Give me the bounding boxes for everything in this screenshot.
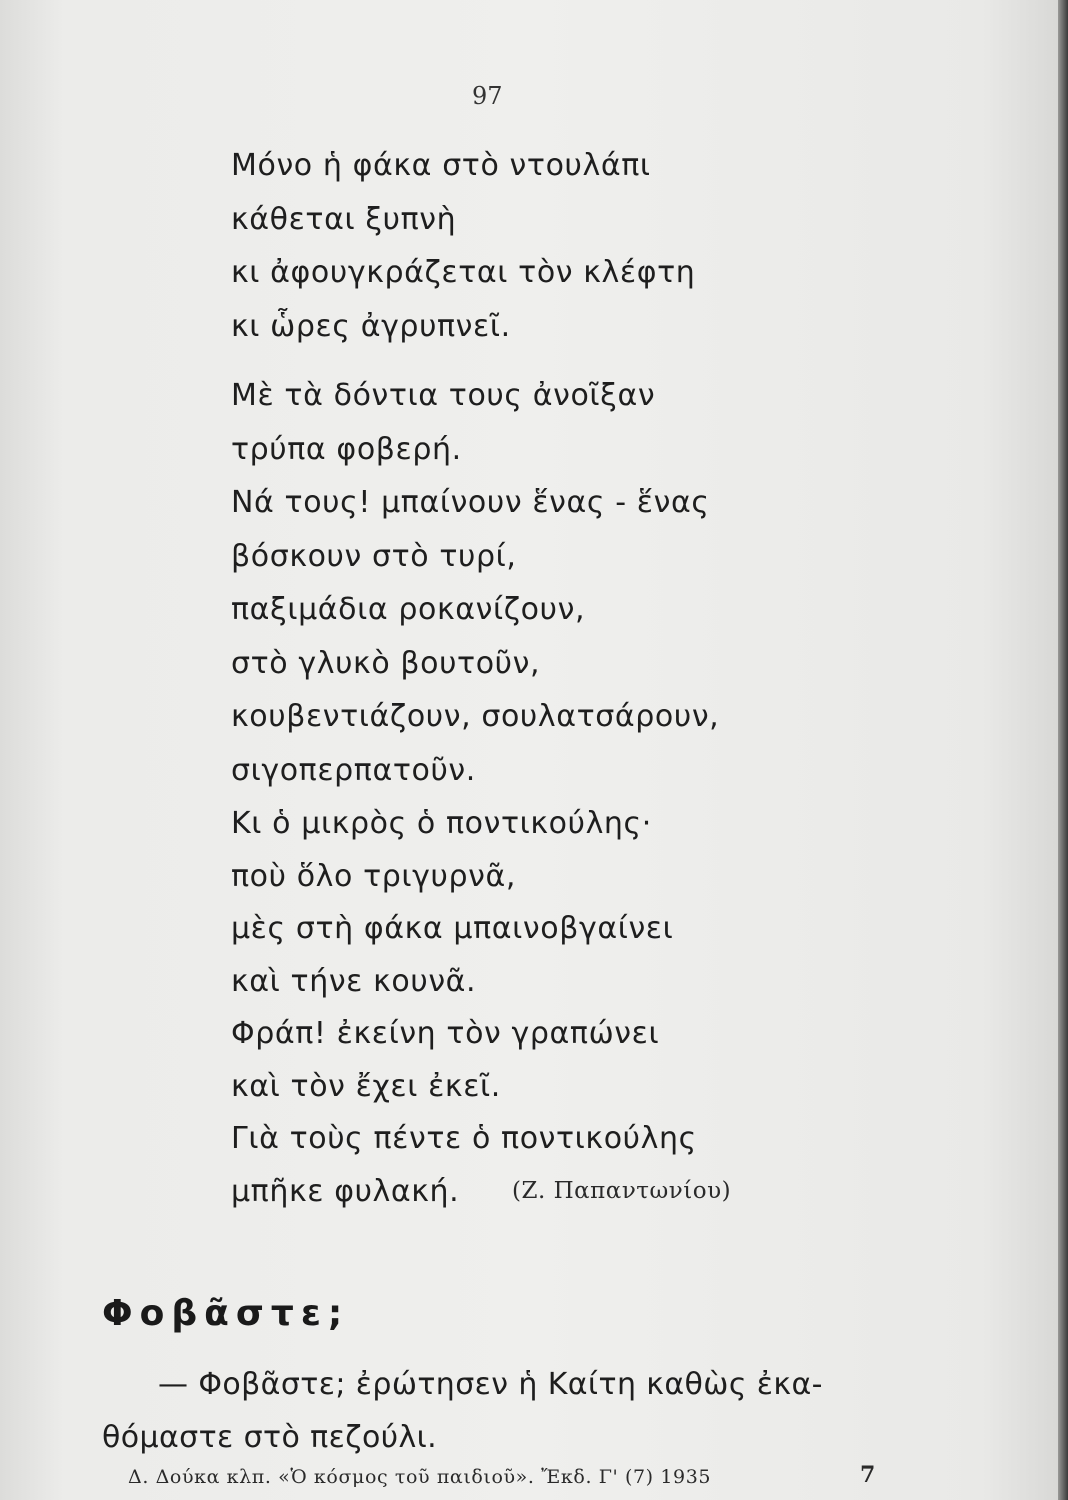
poem-line: κουβεντιάζουν, σουλατσάρουν, <box>231 699 720 734</box>
poem-line: μὲς στὴ φάκα μπαινοβγαίνει <box>231 911 674 946</box>
poem-line: Μόνο ἡ φάκα στὸ ντουλάπι <box>231 148 651 183</box>
poem-stanza-2 <box>231 369 719 797</box>
poem-line: κι ἀφουγκράζεται τὸν κλέφτη <box>231 255 696 290</box>
poem-line: κι ὧρες ἀγρυπνεῖ. <box>231 308 511 344</box>
poem-stanza-1 <box>231 139 695 353</box>
poem-line: καὶ τήνε κουνᾶ. <box>231 963 477 999</box>
poem-line: Φράπ! ἐκείνη τὸν γραπώνει <box>231 1016 660 1051</box>
poem-line: στὸ γλυκὸ βουτοῦν, <box>231 645 541 681</box>
section-title: Φοβᾶστε; <box>102 1293 350 1334</box>
poem-line: σιγοπερπατοῦν. <box>231 752 476 788</box>
poem-line: ποὺ ὅλο τριγυρνᾶ, <box>231 858 516 894</box>
poem-line: παξιμάδια ροκανίζουν, <box>231 592 586 627</box>
poem-line: κάθεται ξυπνὴ <box>231 201 457 237</box>
poem-line: Νά τους! μπαίνουν ἕνας - ἕνας <box>231 485 710 520</box>
poem-line: Μὲ τὰ δόντια τους ἀνοῖξαν <box>231 378 656 413</box>
signature-mark: 7 <box>860 1462 876 1488</box>
prose-line: θόμαστε στὸ πεζούλι. <box>102 1420 438 1455</box>
poem-author: (Ζ. Παπαντωνίου) <box>512 1178 732 1204</box>
poem-line: μπῆκε φυλακή. <box>231 1173 460 1209</box>
page-number: 97 <box>472 82 503 110</box>
page-edge-shadow <box>1058 0 1068 1500</box>
poem-line: Κι ὁ μικρὸς ὁ ποντικούλης· <box>231 806 652 841</box>
poem-line: τρύπα φοβερή. <box>231 431 462 467</box>
footer-reference: Δ. Δούκα κλπ. «Ὁ κόσμος τοῦ παιδιοῦ». Ἔκδ. Γ' (7) 1935 <box>128 1466 712 1488</box>
poem-line: Γιὰ τοὺς πέντε ὁ ποντικούλης <box>231 1121 697 1156</box>
poem-line: βόσκουν στὸ τυρί, <box>231 538 517 574</box>
prose-line: — Φοβᾶστε; ἐρώτησεν ἡ Καίτη καθὼς ἐκα- <box>158 1367 823 1402</box>
poem-line: καὶ τὸν ἔχει ἐκεῖ. <box>231 1068 501 1104</box>
poem-stanza-3 <box>231 798 697 1218</box>
